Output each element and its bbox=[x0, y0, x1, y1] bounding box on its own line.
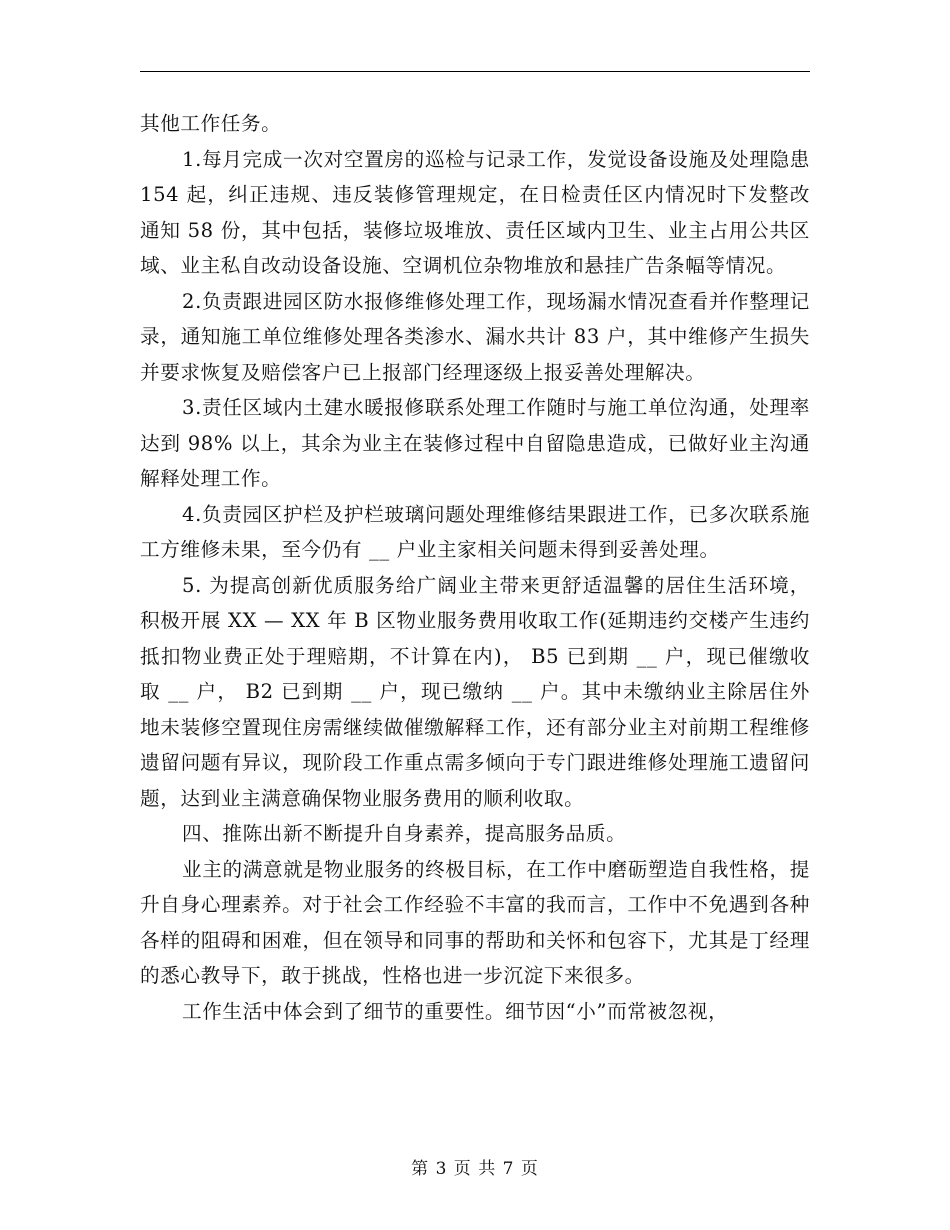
header-divider bbox=[140, 71, 810, 72]
paragraph-item-3: 3.责任区域内土建水暖报修联系处理工作随时与施工单位沟通，处理率达到 98% 以上，其余为业主在装修过程中自留隐患造成，已做好业主沟通解释处理工作。 bbox=[140, 396, 810, 490]
paragraph-details: 工作生活中体会到了细节的重要性。细节因“小”而常被忽视， bbox=[182, 999, 729, 1023]
paragraph-item-4: 4.负责园区护栏及护栏玻璃问题处理维修结果跟进工作，已多次联系施工方维修未果，至今仍有 __ 户业主家相关问题未得到妥善处理。 bbox=[140, 502, 810, 561]
paragraph-item-5: 5. 为提高创新优质服务给广阔业主带来更舒适温馨的居住生活环境，积极开展 XX — XX 年 B 区物业服务费用收取工作(延期违约交楼产生违约抵扣物业费正处于理赔期，不计算在内)， B5 已到期 __ 户，现已催缴收取 __ 户， B2 已到期 __ 户，现已缴纳 __ 户。其中未缴纳业主除居住外地未装修空置现住房需继续做催缴解释工作，还有部分业主对前期工程维修遗留问题有异议，现阶段工作重点需多倾向于专门跟进维修处理施工遗留问题，达到业主满意确保物业服务费用的顺利收取。 bbox=[140, 573, 810, 810]
document-body bbox=[140, 106, 810, 1029]
paragraph-intro: 其他工作任务。 bbox=[140, 112, 282, 135]
paragraph-item-1: 1.每月完成一次对空置房的巡检与记录工作，发觉设备设施及处理隐患 154 起，纠正违规、违反装修管理规定，在日检责任区内情况时下发整改通知 58 份，其中包括，装修垃圾堆放、责任区域内卫生、业主占用公共区域、业主私自改动设备设施、空调机位杂物堆放和悬挂广告条幅等情况。 bbox=[140, 147, 810, 277]
paragraph-satisfaction: 业主的满意就是物业服务的终极目标，在工作中磨砺塑造自我性格，提升自身心理素养。对于社会工作经验不丰富的我而言，工作中不免遇到各种各样的阻碍和困难，但在领导和同事的帮助和关怀和包容下，尤其是丁经理的悉心教导下，敢于挑战，性格也进一步沉淀下来很多。 bbox=[140, 857, 810, 987]
paragraph-item-2: 2.负责跟进园区防水报修维修处理工作，现场漏水情况查看并作整理记录，通知施工单位维修处理各类渗水、漏水共计 83 户，其中维修产生损失并要求恢复及赔偿客户已上报部门经理逐级上报妥善处理解决。 bbox=[140, 289, 810, 384]
section-heading-4: 四、推陈出新不断提升自身素养，提高服务品质。 bbox=[182, 822, 627, 845]
page-number-footer: 第 3 页 共 7 页 bbox=[411, 1159, 539, 1179]
